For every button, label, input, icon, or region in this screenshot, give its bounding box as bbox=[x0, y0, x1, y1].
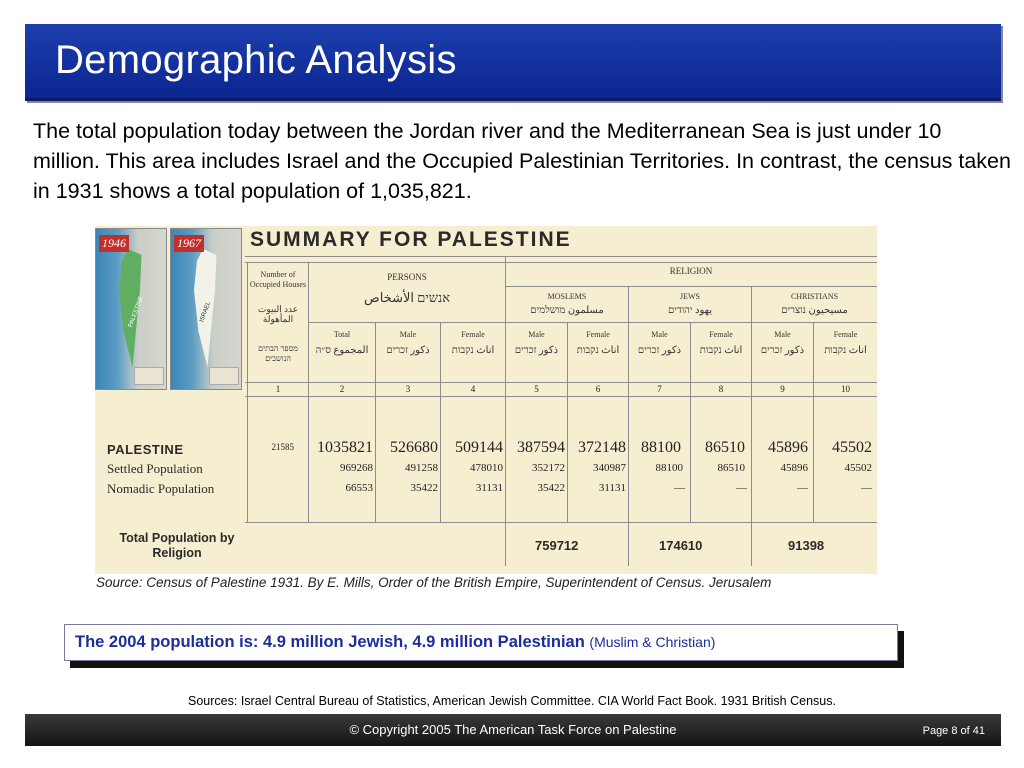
table-cell: 86510 bbox=[705, 439, 745, 456]
header-moslems-female-local: اناث נקבות bbox=[576, 345, 620, 356]
header-jews-female-local: اناث נקבות bbox=[699, 345, 743, 356]
header-persons: PERSONS bbox=[387, 272, 427, 282]
table-cell: 340987 bbox=[593, 462, 626, 474]
header-moslems: MOSLEMS bbox=[547, 292, 587, 301]
header-total-local: المجموع ס״ה bbox=[315, 345, 369, 356]
column-number: 7 bbox=[657, 384, 662, 394]
header-houses-hebrew: מספר הבתים הנושבים bbox=[258, 344, 298, 363]
header-jews-local: يهود יהודים bbox=[667, 305, 713, 316]
table-cell: 35422 bbox=[410, 482, 438, 494]
header-christians-male: Male bbox=[774, 330, 791, 339]
historical-maps bbox=[95, 228, 243, 390]
column-number: 6 bbox=[595, 384, 601, 394]
map-1967 bbox=[170, 228, 242, 390]
table-cell: 45502 bbox=[832, 439, 872, 456]
total-jews: 174610 bbox=[659, 538, 703, 553]
header-christians-female: Female bbox=[833, 330, 858, 339]
row-label-palestine: PALESTINE bbox=[107, 442, 184, 457]
header-total: Total bbox=[333, 330, 351, 339]
table-cell: 66553 bbox=[345, 482, 373, 494]
table-cell: 352172 bbox=[532, 462, 565, 474]
column-number: 5 bbox=[534, 384, 539, 394]
table-cell: — bbox=[861, 482, 872, 494]
column-number: 9 bbox=[780, 384, 785, 394]
footer-page-number: Page 8 of 41 bbox=[922, 725, 985, 737]
header-moslems-female: Female bbox=[586, 330, 610, 339]
table-cell: 88100 bbox=[655, 462, 683, 474]
census-summary-title: SUMMARY FOR PALESTINE bbox=[250, 228, 572, 251]
table-cell: — bbox=[736, 482, 747, 494]
map-legend-1967 bbox=[209, 367, 239, 385]
column-number: 2 bbox=[339, 384, 345, 394]
map-1946 bbox=[95, 228, 167, 390]
table-cell: 491258 bbox=[405, 462, 438, 474]
header-male: Male bbox=[399, 330, 417, 339]
total-moslems: 759712 bbox=[535, 538, 579, 553]
map-year-1967: 1967 bbox=[174, 235, 204, 252]
table-cell: 45502 bbox=[844, 462, 872, 474]
header-jews: JEWS bbox=[680, 292, 700, 301]
title-bar bbox=[25, 24, 1001, 101]
table-cell: 45896 bbox=[780, 462, 808, 474]
table-cell: 86510 bbox=[717, 462, 745, 474]
table-cell: 387594 bbox=[517, 439, 565, 456]
header-christians-female-local: اناث נקבות bbox=[824, 345, 867, 356]
header-male-local: ذكور זכרים bbox=[386, 345, 430, 356]
callout-text bbox=[75, 633, 715, 652]
header-moslems-male-local: ذكور זכרים bbox=[514, 345, 559, 356]
header-christians-local: مسيحيون נוצרים bbox=[781, 305, 848, 316]
table-cell: 1035821 bbox=[317, 439, 373, 456]
header-jews-male-local: ذكور זכרים bbox=[637, 345, 682, 356]
table-cell: 35422 bbox=[537, 482, 565, 494]
header-houses-arabic: عدد البيوت المأهولة bbox=[257, 304, 299, 324]
intro-paragraph: The total population today between the Jordan river and the Mediterranean Sea is just under 10 million. This area includes Israel and the Occupied Palestinian Territories. In contrast, the census taken in 1931 shows a total population of 1,035,821. bbox=[33, 119, 1011, 203]
column-number: 8 bbox=[718, 384, 724, 394]
header-persons-local: אנשים الأشخاص bbox=[364, 290, 450, 305]
map-legend-1946 bbox=[134, 367, 164, 385]
sources-line: Sources: Israel Central Bureau of Statistics, American Jewish Committee. CIA World Fact Book. 1931 British Census. bbox=[188, 694, 836, 708]
header-religion: RELIGION bbox=[669, 266, 713, 276]
slide-title: Demographic Analysis bbox=[55, 38, 457, 82]
column-number: 3 bbox=[405, 384, 411, 394]
map-label-1967: ISRAEL bbox=[199, 300, 213, 324]
footer-copyright: © Copyright 2005 The American Task Force on Palestine bbox=[349, 722, 677, 737]
callout-small-text: (Muslim & Christian) bbox=[589, 634, 716, 650]
header-female: Female bbox=[461, 330, 485, 339]
census-table-image bbox=[95, 226, 877, 594]
header-christians: CHRISTIANS bbox=[790, 292, 839, 301]
header-female-local: اناث נקבות bbox=[451, 345, 495, 356]
header-jews-male: Male bbox=[651, 330, 668, 339]
header-christians-male-local: ذكور זכרים bbox=[760, 345, 805, 356]
footer-bar bbox=[25, 714, 1001, 746]
header-houses: Number of Occupied Houses bbox=[249, 270, 307, 289]
cell-houses: 21585 bbox=[271, 442, 294, 452]
population-callout bbox=[64, 624, 898, 661]
table-cell: — bbox=[674, 482, 685, 494]
callout-bold-text: The 2004 population is: 4.9 million Jewish, 4.9 million Palestinian bbox=[75, 633, 585, 651]
table-cell: 969268 bbox=[340, 462, 373, 474]
total-by-religion-label: Total Population by Religion bbox=[119, 531, 235, 560]
column-number: 1 bbox=[275, 384, 281, 394]
table-cell: 526680 bbox=[390, 439, 438, 456]
map-label-1946: PALESTINE bbox=[127, 295, 145, 329]
table-cell: 31131 bbox=[598, 482, 626, 494]
table-cell: 88100 bbox=[641, 439, 681, 456]
map-year-1946: 1946 bbox=[99, 235, 129, 252]
table-cell: 45896 bbox=[768, 439, 808, 456]
table-cell: — bbox=[797, 482, 808, 494]
table-cell: 372148 bbox=[578, 439, 626, 456]
row-label-nomadic: Nomadic Population bbox=[107, 481, 215, 496]
header-jews-female: Female bbox=[709, 330, 733, 339]
row-label-settled: Settled Population bbox=[107, 461, 203, 476]
table-cell: 509144 bbox=[455, 439, 503, 456]
table-cell: 31131 bbox=[475, 482, 503, 494]
column-number: 10 bbox=[841, 384, 850, 394]
census-source: Source: Census of Palestine 1931. By E. Mills, Order of the British Empire, Superintendent of Census. Jerusalem bbox=[95, 574, 877, 594]
total-christians: 91398 bbox=[788, 538, 825, 553]
table-cell: 478010 bbox=[470, 462, 503, 474]
header-moslems-male: Male bbox=[528, 330, 545, 339]
column-number: 4 bbox=[470, 384, 476, 394]
header-moslems-local: مسلمون מושלמים bbox=[530, 305, 604, 316]
